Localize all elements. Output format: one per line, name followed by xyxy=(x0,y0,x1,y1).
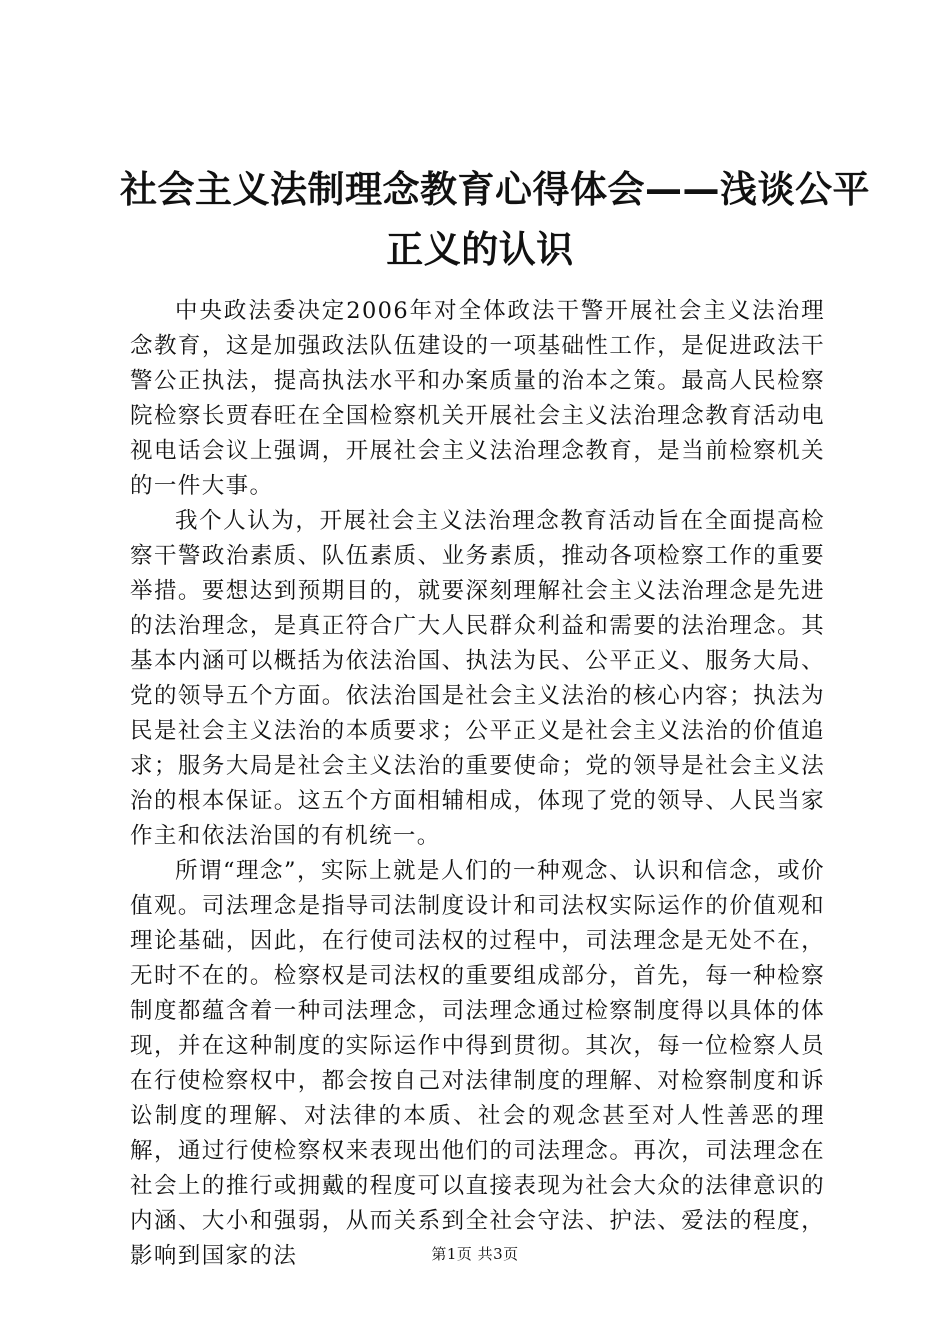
paragraph-1: 中央政法委决定2006年对全体政法干警开展社会主义法治理念教育，这是加强政法队伍建设的一项基础性工作，是促进政法干警公正执法，提高执法水平和办案质量的治本之策。最高人民检察院检察长贾春旺在全国检察机关开展社会主义法治理念教育活动电视电话会议上强调，开展社会主义法治理念教育，是当前检察机关的一件大事。 xyxy=(130,298,825,499)
page-number-footer: 第1页 共3页 xyxy=(431,1245,519,1263)
title-line-1: 社会主义法制理念教育心得体会——浅谈公平 xyxy=(120,168,870,211)
paragraph-2: 我个人认为，开展社会主义法治理念教育活动旨在全面提高检察干警政治素质、队伍素质、业务素质，推动各项检察工作的重要举措。要想达到预期目的，就要深刻理解社会主义法治理念是先进的法治理念，是真正符合广大人民群众利益和需要的法治理念。其基本内涵可以概括为依法治国、执法为民、公平正义、服务大局、党的领导五个方面。依法治国是社会主义法治的核心内容；执法为民是社会主义法治的本质要求；公平正义是社会主义法治的价值追求；服务大局是社会主义法治的重要使命；党的领导是社会主义法治的根本保证。这五个方面相辅相成，体现了党的领导、人民当家作主和依法治国的有机统一。 xyxy=(130,508,825,849)
paragraph-3: 所谓“理念”，实际上就是人们的一种观念、认识和信念，或价值观。司法理念是指导司法制度设计和司法权实际运作的价值观和理论基础，因此，在行使司法权的过程中，司法理念是无处不在，无时不在的。检察权是司法权的重要组成部分，首先，每一种检察制度都蕴含着一种司法理念，司法理念通过检察制度得以具体的体现，并在这种制度的实际运作中得到贯彻。其次，每一位检察人员在行使检察权中，都会按自己对法律制度的理解、对检察制度和诉讼制度的理解、对法律的本质、社会的观念甚至对人性善恶的理解，通过行使检察权来表现出他们的司法理念。再次，司法理念在社会上的推行或拥戴的程度可以直接表现为社会大众的法律意识的内涵、大小和强弱，从而关系到全社会守法、护法、爱法的程度，影响到国家的法 xyxy=(130,858,825,1269)
document-title xyxy=(120,160,870,280)
title-line-2: 正义的认识 xyxy=(386,228,574,271)
document-body xyxy=(130,294,825,1274)
